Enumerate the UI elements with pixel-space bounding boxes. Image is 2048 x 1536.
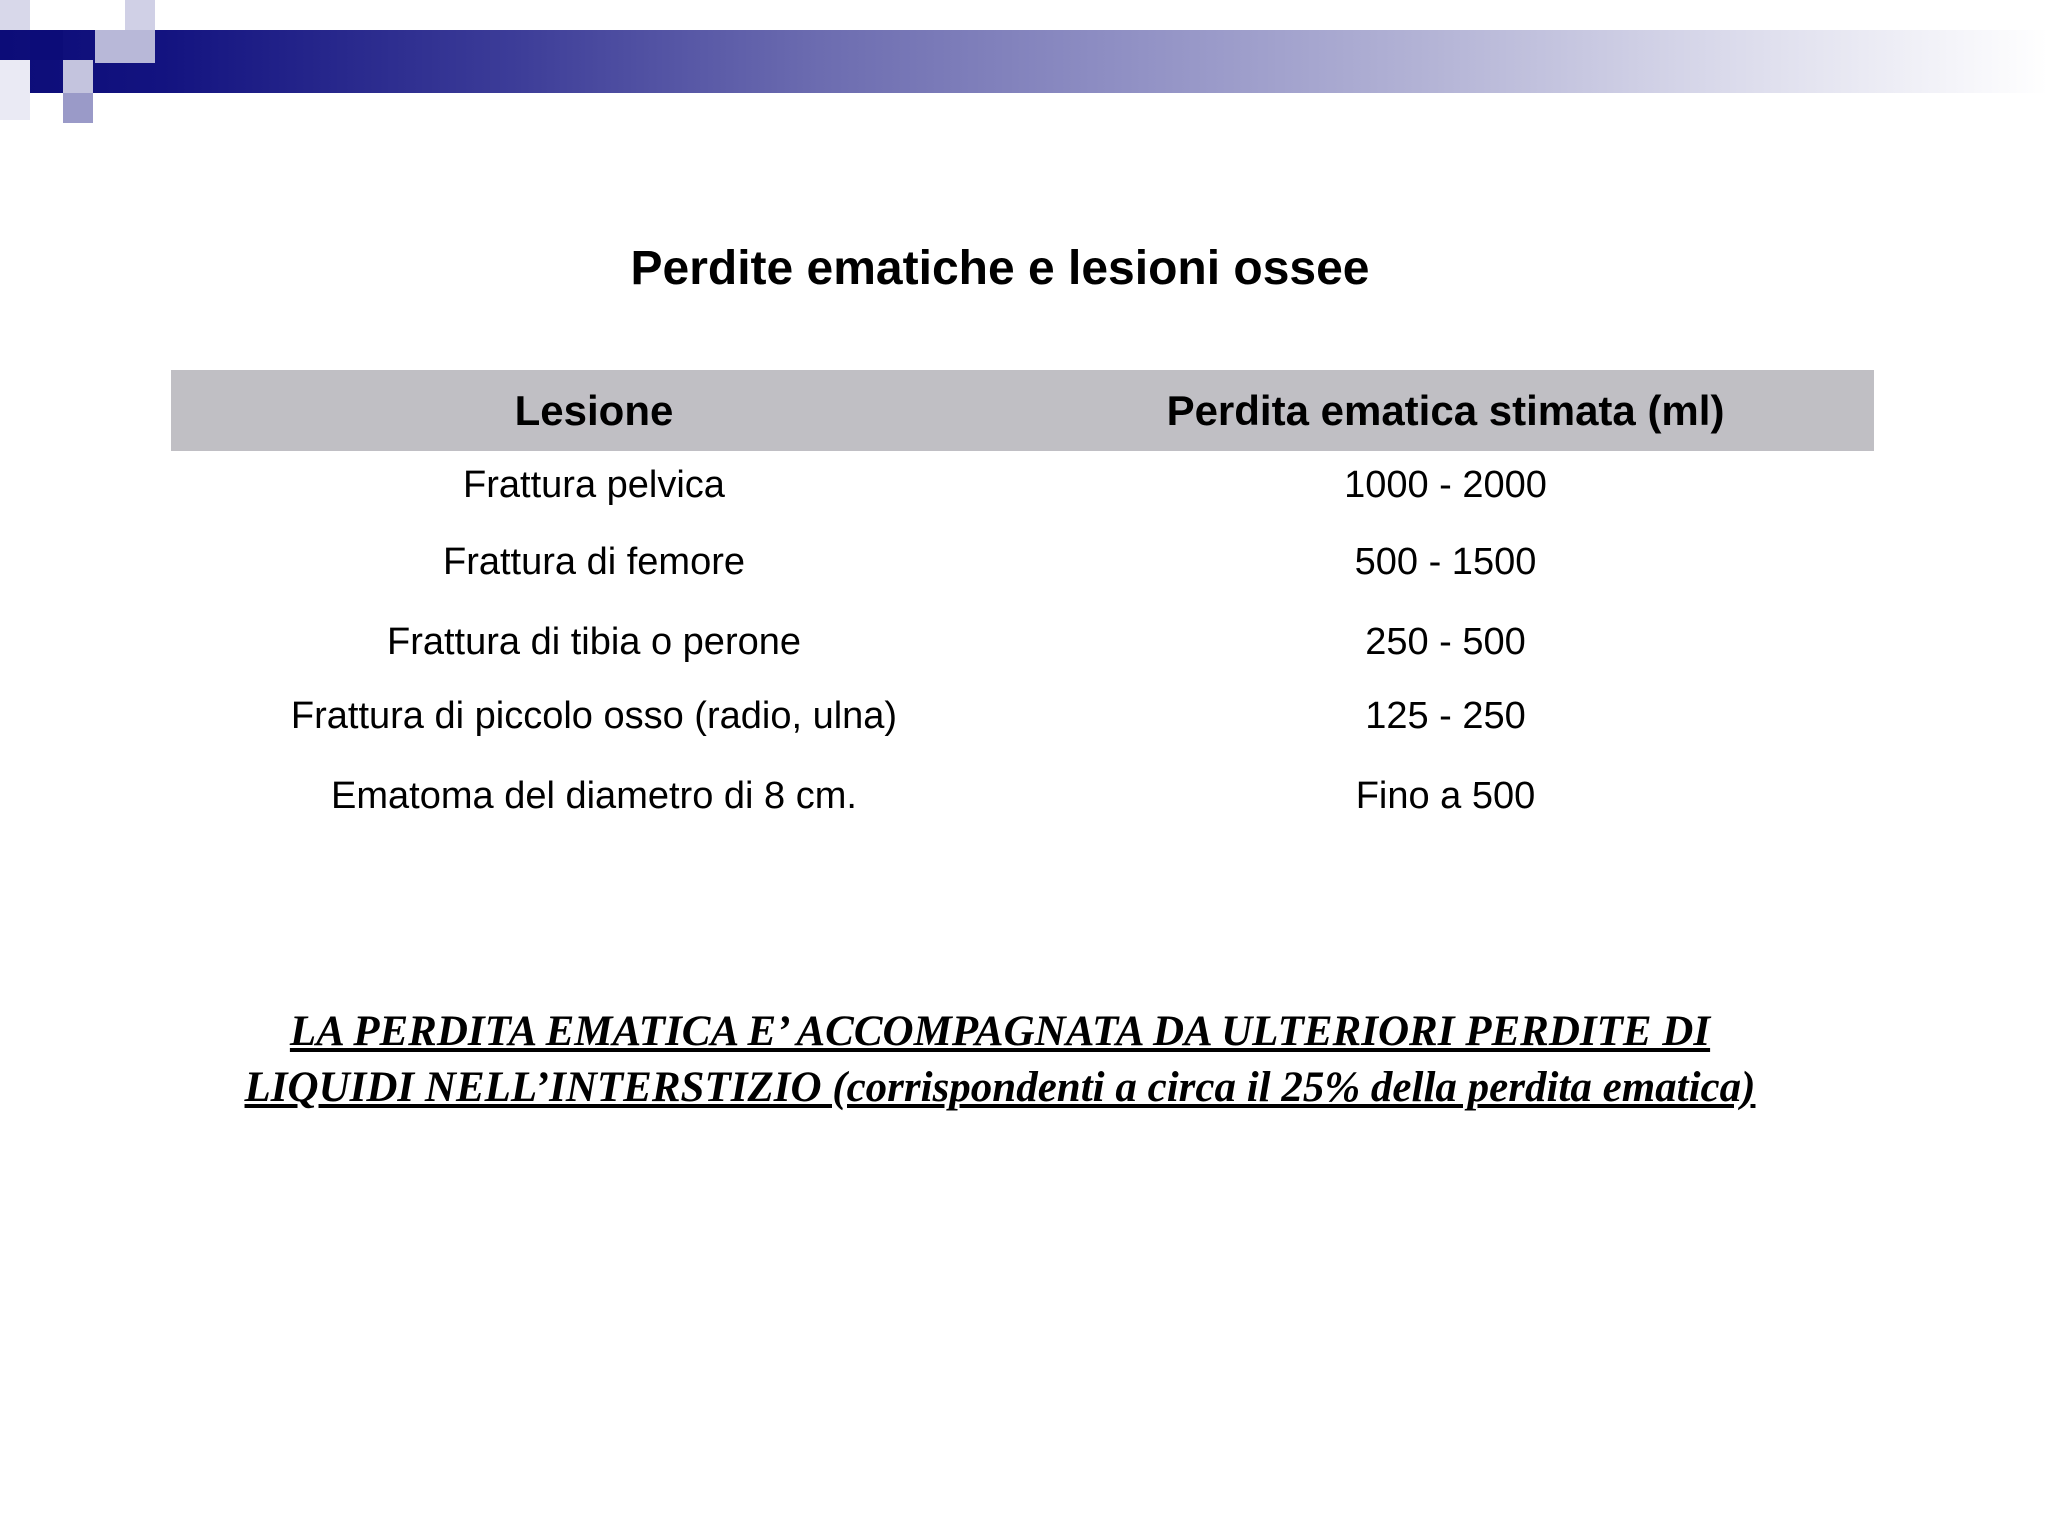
table-row (171, 753, 1874, 839)
header-square-decoration (0, 60, 30, 120)
footnote-line-1: LA PERDITA EMATICA E’ ACCOMPAGNATA DA ULTERIORI PERDITE DI (289, 1008, 1711, 1055)
header-square-decoration (95, 30, 155, 63)
table-header-row (171, 370, 1874, 451)
table-cell-perdita: Fino a 500 (1355, 774, 1536, 817)
table-cell-lesione: Frattura di piccolo osso (radio, ulna) (290, 694, 898, 737)
footnote (0, 1004, 2000, 1116)
footnote-line-2: LIQUIDI NELL’INTERSTIZIO (corrispondenti a circa il 25% della perdita ematica) (244, 1064, 1756, 1111)
table-row (171, 451, 1874, 519)
table-cell-lesione: Ematoma del diametro di 8 cm. (331, 774, 857, 817)
blood-loss-table (171, 370, 1874, 839)
table-row (171, 519, 1874, 605)
table-header-lesione: Lesione (514, 386, 674, 434)
table-cell-lesione: Frattura pelvica (463, 463, 725, 506)
header-square-decoration (0, 0, 30, 30)
header-gradient-bar (0, 30, 2048, 93)
table-cell-perdita: 500 - 1500 (1354, 540, 1537, 583)
header-square-decoration (30, 30, 63, 60)
slide-title: Perdite ematiche e lesioni ossee (630, 242, 1370, 295)
table-cell-perdita: 1000 - 2000 (1344, 463, 1547, 506)
table-cell-perdita: 125 - 250 (1365, 694, 1526, 737)
header-square-decoration (63, 93, 93, 123)
header-square-decoration (125, 0, 155, 30)
table-header-perdita: Perdita ematica stimata (ml) (1166, 386, 1725, 434)
table-row (171, 679, 1874, 753)
table-row (171, 605, 1874, 679)
header-square-decoration (63, 60, 93, 93)
table-cell-lesione: Frattura di tibia o perone (386, 620, 801, 663)
table-cell-lesione: Frattura di femore (443, 540, 745, 583)
table-cell-perdita: 250 - 500 (1365, 620, 1526, 663)
